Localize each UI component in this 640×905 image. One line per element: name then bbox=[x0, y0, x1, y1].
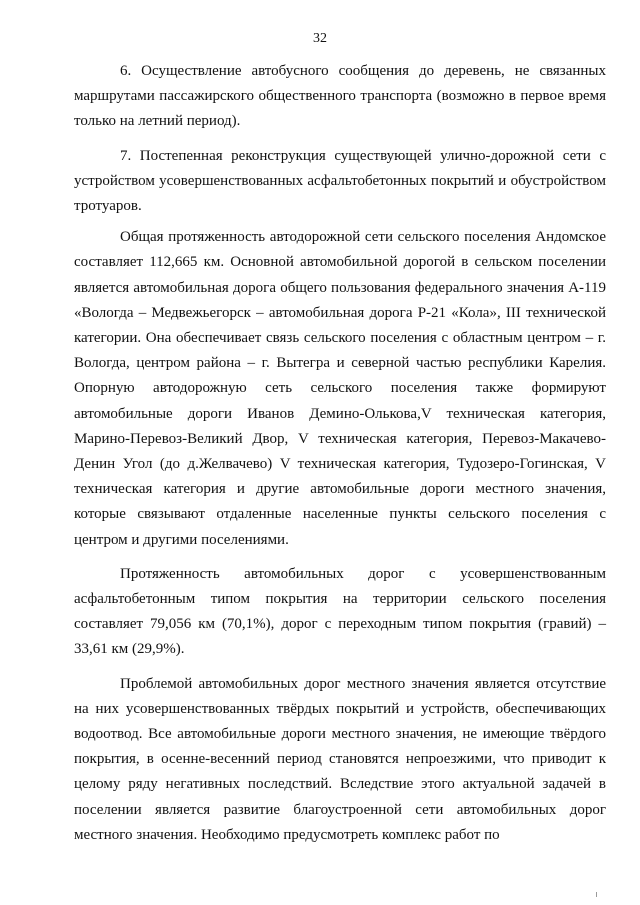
paragraph-road-problems: Проблемой автомобильных дорог местного значения является отсутствие на них усовершенствованных твёрдых покрытий и устройств, обеспечивающих водоотвод. Все автомобильные дороги местного значения, не имеющие твёрдого покрытия, в осенне-весенний период становятся непроезжими, что приводит к целому ряду негативных последствий. Вследствие этого актуальной задачей в поселении является развитие благоустроенной сети автомобильных дорог местного значения. Необходимо предусмотреть комплекс работ по bbox=[74, 675, 606, 843]
scan-mark bbox=[596, 892, 597, 897]
paragraph-item-7: 7. Постепенная реконструкция существующей улично-дорожной сети с устройством усовершенствованных асфальтобетонных покрытий и обустройством тротуаров. bbox=[74, 147, 606, 215]
paragraph-item-6: 6. Осуществление автобусного сообщения до деревень, не связанных маршрутами пассажирского общественного транспорта (возможно в первое время только на летний период). bbox=[74, 63, 606, 130]
paragraph-road-network: Общая протяженность автодорожной сети сельского поселения Андомское составляет 112,665 км. Основной автомобильной дорогой в сельском поселении является автомобильная дорога общего пользования федерального значения А-119 «Вологда – Медвежьегорск – автомобильная дорога Р-21 «Кола», III технической категории. Она обеспечивает связь сельского поселения с областным центром – г. Вологда, центром района – г. Вытегра и северной частью республики Карелия. Опорную автодорожную сеть сельского поселения также формируют автомобильные дороги Иванов Демино-Олькова,V техническая категория, Марино-Перевоз-Великий Двор, V техническая категория, Перевоз-Макачево-Денин Угол (до д.Желвачево) V техническая категория, Тудозеро-Гогинская, V техническая категория и другие автомобильные дороги местного значения, которые связывают отдаленные населенные пункты сельского поселения с центром и другими поселениями. bbox=[74, 229, 606, 548]
paragraph-road-lengths: Протяженность автомобильных дорог с усовершенствованным асфальтобетонным типом покрытия на территории сельского поселения составляет 79,056 км (70,1%), дорог с переходным типом покрытия (гравий) – 33,61 км (29,9%). bbox=[74, 565, 606, 658]
document-body bbox=[74, 59, 606, 848]
page-number: 32 bbox=[313, 31, 327, 46]
